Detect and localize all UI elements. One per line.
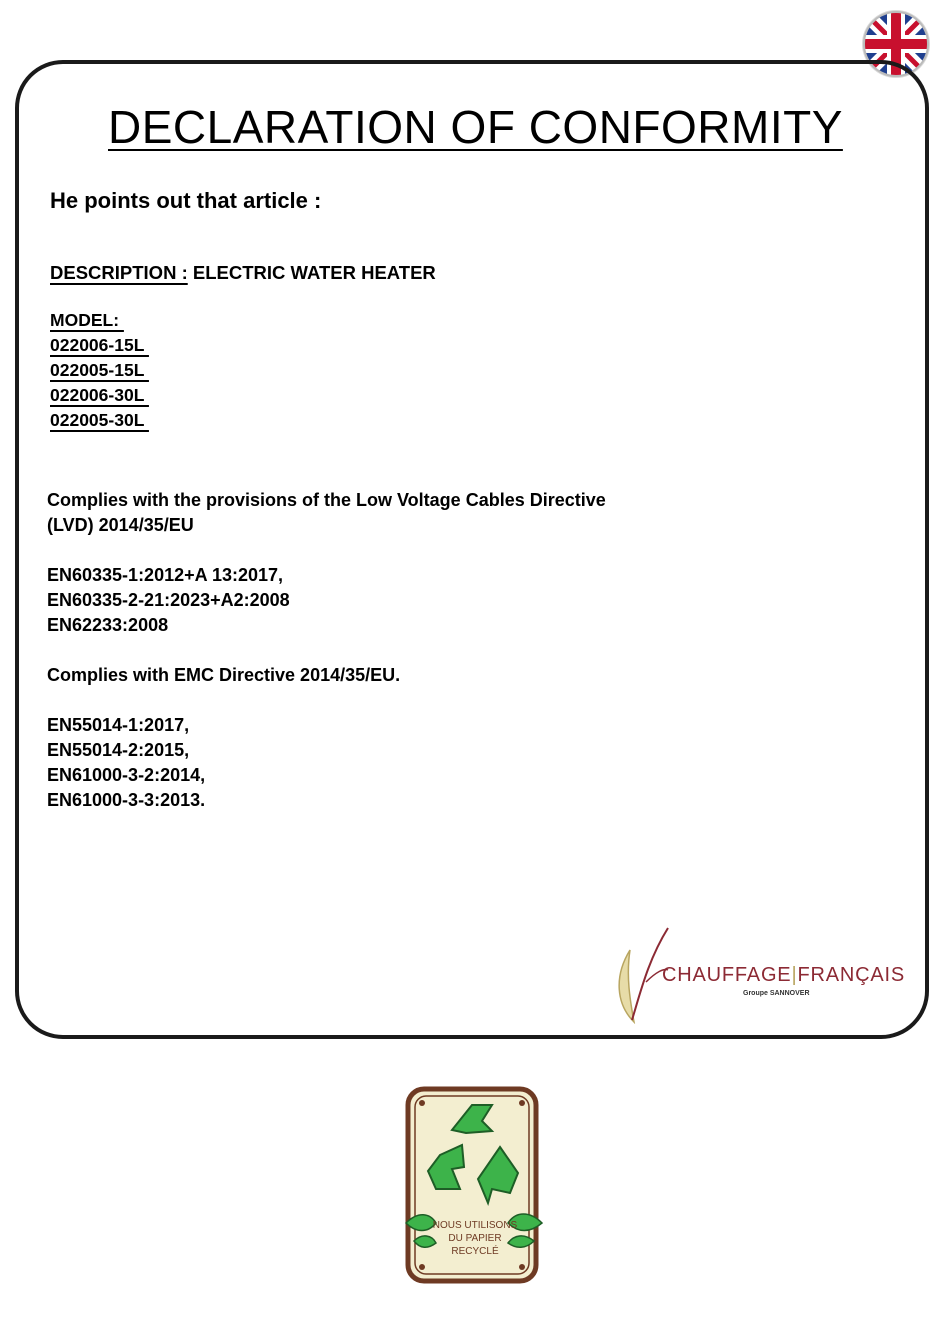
- brand-name-right: FRANÇAIS: [797, 964, 905, 986]
- recycled-paper-badge: [400, 1085, 550, 1285]
- brand-group: Groupe SANNOVER: [743, 990, 810, 997]
- lvd-statement: [47, 488, 606, 538]
- badge-line: RECYCLÉ: [451, 1246, 499, 1257]
- standard-item: EN62233:2008: [47, 615, 169, 635]
- lvd-statement-line: Complies with the provisions of the Low Voltage Cables Directive: [47, 490, 606, 510]
- model-item: 022005-30L: [50, 410, 149, 430]
- description-value: ELECTRIC WATER HEATER: [192, 262, 436, 283]
- badge-line: DU PAPIER: [448, 1233, 502, 1244]
- emc-statement: [47, 663, 400, 688]
- model-label: MODEL:: [50, 310, 124, 330]
- emc-statement-line: Complies with EMC Directive 2014/35/EU.: [47, 665, 401, 685]
- brand-separator: |: [791, 964, 798, 986]
- standard-item: EN61000-3-3:2013.: [47, 790, 206, 810]
- description-line: [50, 262, 436, 284]
- model-item: 022005-15L: [50, 360, 149, 380]
- badge-text: [400, 1219, 550, 1258]
- description-label: DESCRIPTION :: [50, 262, 188, 283]
- badge-line: NOUS UTILISONS: [432, 1220, 518, 1231]
- standard-item: EN61000-3-2:2014,: [47, 765, 206, 785]
- standard-item: EN55014-2:2015,: [47, 740, 190, 760]
- brand-name-left: CHAUFFAGE: [662, 964, 792, 986]
- standard-item: EN60335-1:2012+A 13:2017,: [47, 565, 284, 585]
- model-item: 022006-30L: [50, 385, 149, 405]
- brand-name: [662, 964, 905, 987]
- lvd-standards: [47, 563, 290, 638]
- emc-standards: [47, 713, 205, 813]
- standard-item: EN55014-1:2017,: [47, 715, 190, 735]
- lvd-statement-line: (LVD) 2014/35/EU: [47, 515, 194, 535]
- document-title: DECLARATION OF CONFORMITY: [108, 101, 843, 153]
- standard-item: EN60335-2-21:2023+A2:2008: [47, 590, 290, 610]
- model-item: 022006-15L: [50, 335, 149, 355]
- intro-text: He points out that article :: [50, 188, 322, 213]
- model-list: [50, 308, 149, 433]
- brand-logo: [612, 924, 912, 1024]
